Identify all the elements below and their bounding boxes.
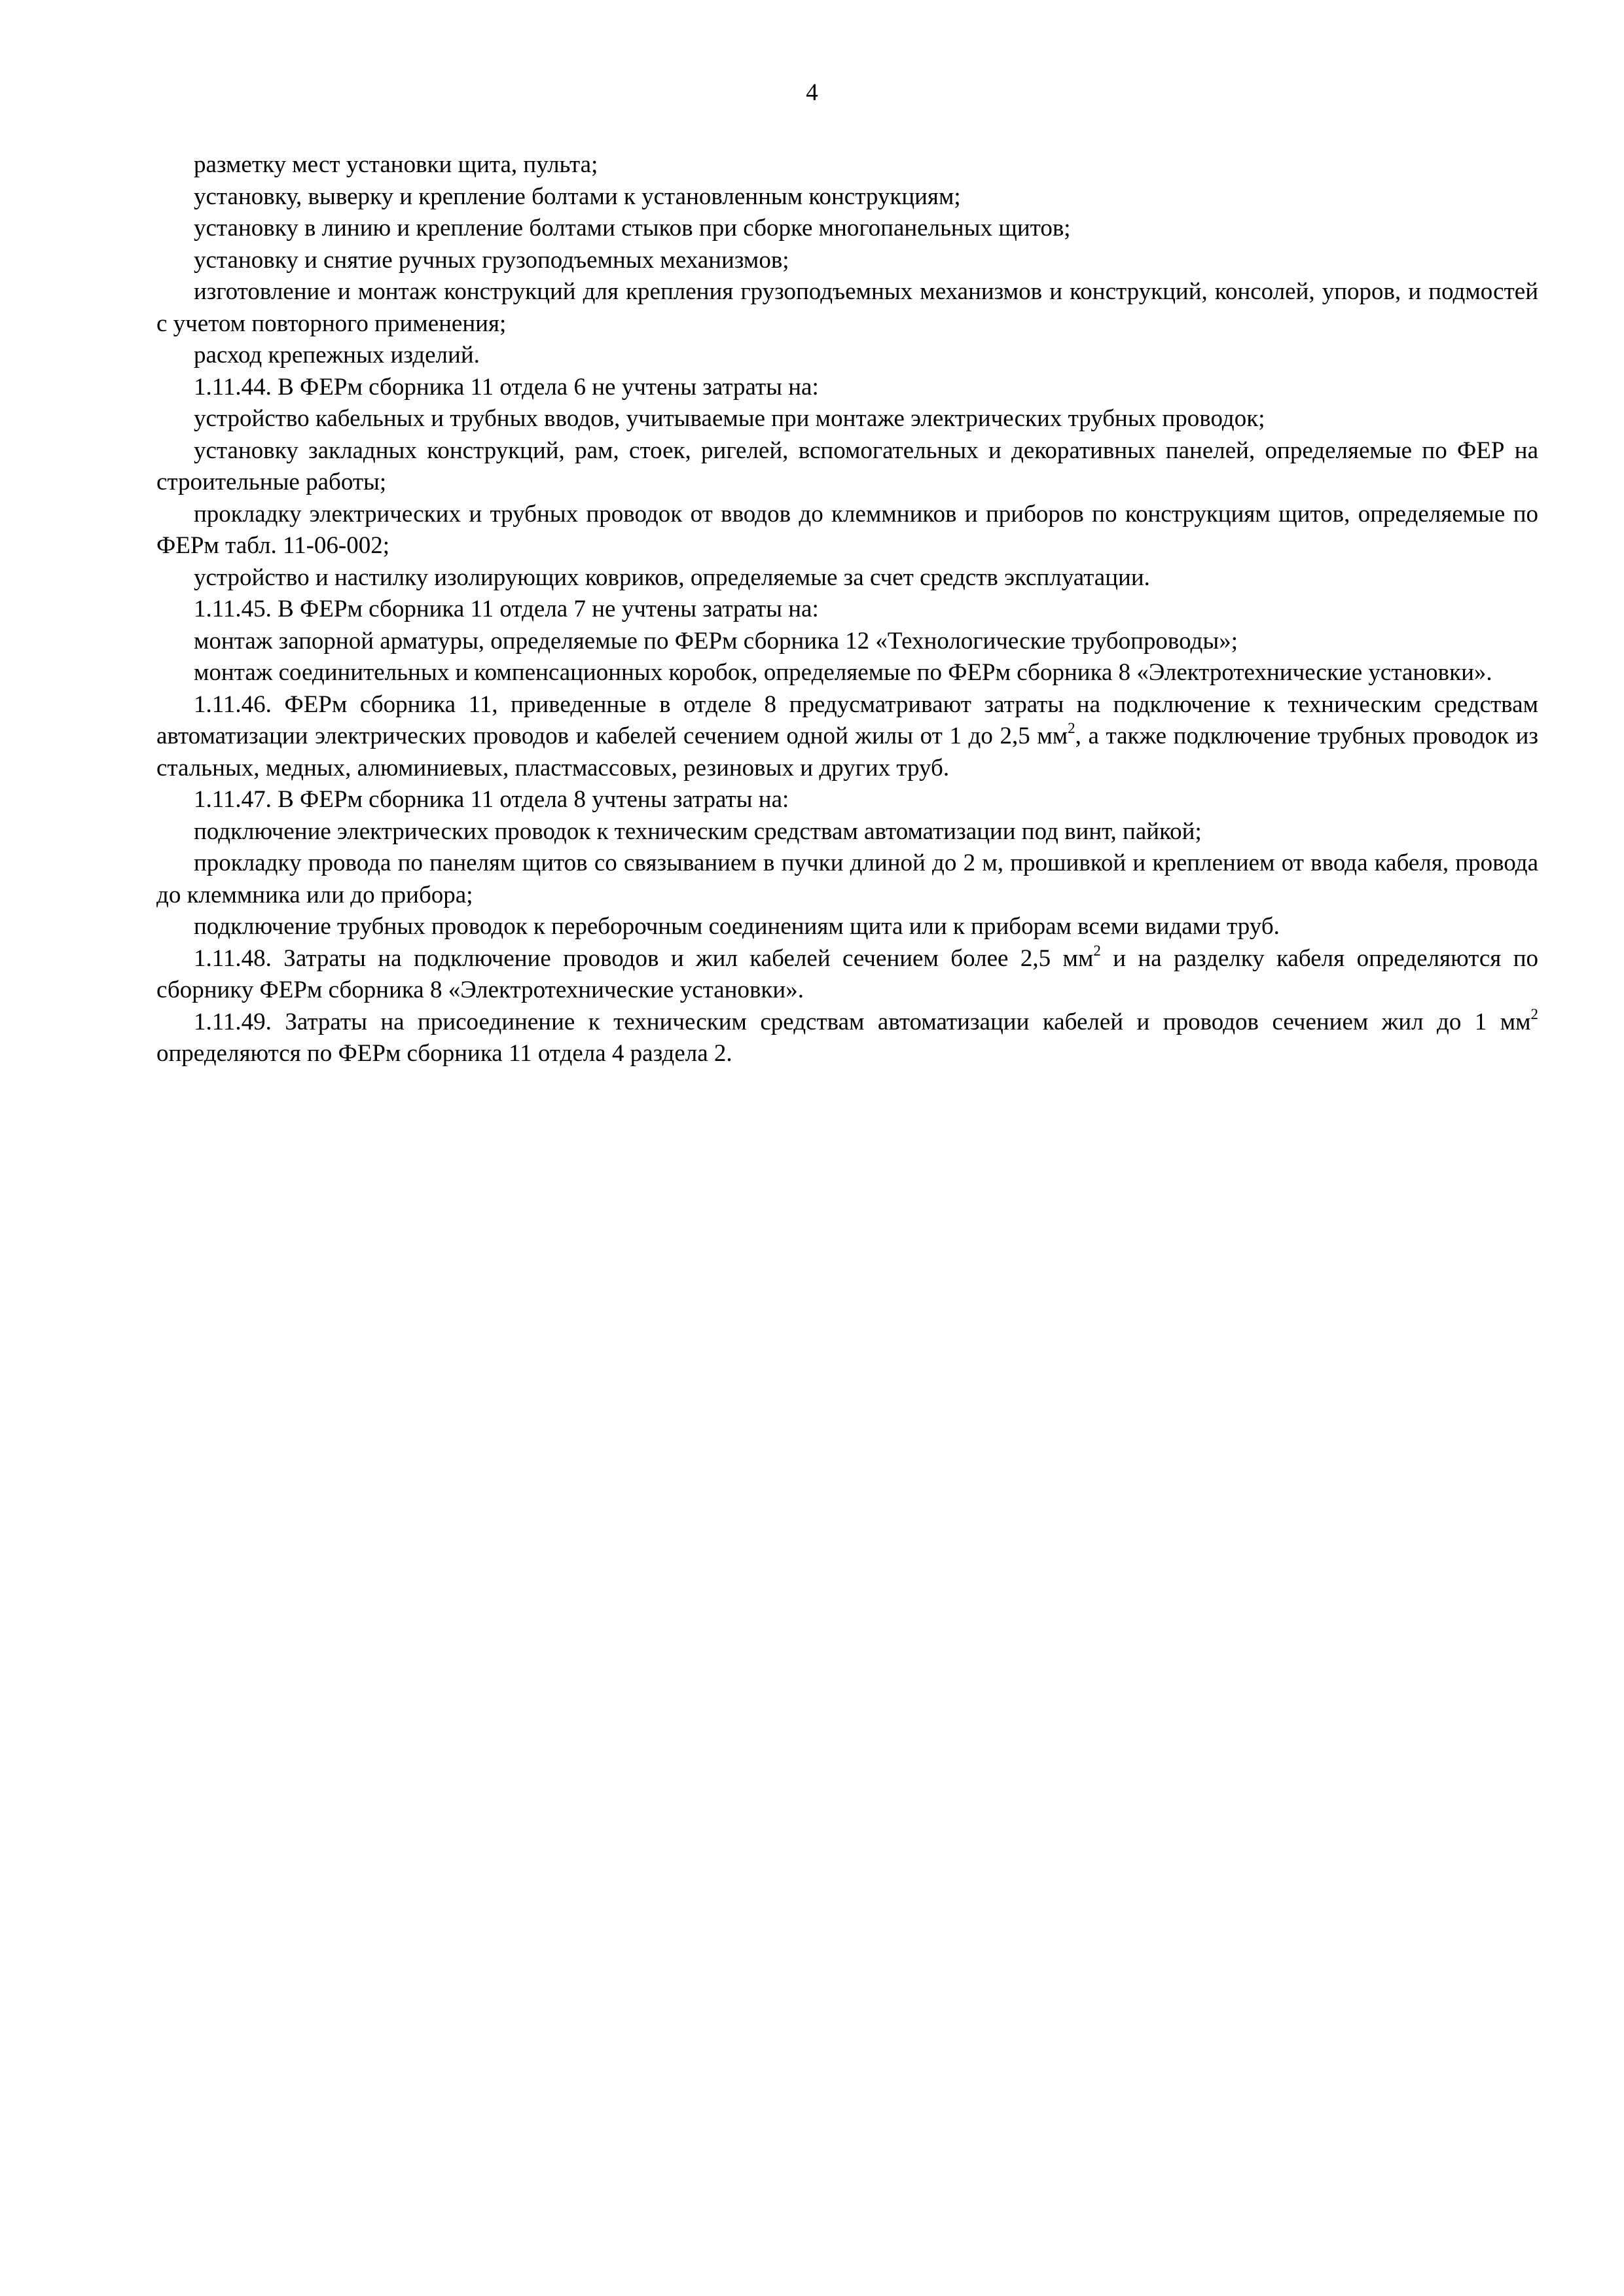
paragraph: расход крепежных изделий. (194, 342, 480, 368)
paragraph: разметку мест установки щита, пульта; (194, 151, 598, 178)
paragraph: прокладку провода по панелям щитов со связыванием в пучки длиной до 2 м, прошивкой и креплением от ввода кабеля, провода до клеммника или до прибора; (156, 850, 1538, 908)
superscript: 2 (1530, 1005, 1538, 1022)
section-heading-1-11-44: 1.11.44. В ФЕРм сборника 11 отдела 6 не учтены затраты на: (194, 373, 819, 401)
superscript: 2 (1068, 720, 1075, 737)
section-1-11-48: 1.11.48. Затраты на подключение проводов и жил кабелей сечением более 2,5 $мм^2$ и на разделку кабеля определяются по сборнику ФЕРм сборника 8 «Электротехнические установки». (156, 942, 1538, 1003)
section-1-11-49: 1.11.49. Затраты на присоединение к техническим средствам автоматизации кабелей и проводов сечением жил до 1 $мм^2$ определяются по ФЕРм сборника 11 отдела 4 раздела 2. (156, 1005, 1538, 1067)
paragraph: установку закладных конструкций, рам, стоек, ригелей, вспомогательных и декоративных панелей, определяемые по ФЕР на строительные работы; (156, 437, 1538, 495)
paragraph: установку и снятие ручных грузоподъемных механизмов; (194, 246, 789, 274)
document-body (156, 149, 1538, 1070)
paragraph: устройство кабельных и трубных вводов, учитываемые при монтаже электрических трубных проводок; (194, 405, 1265, 432)
paragraph: установку в линию и крепление болтами стыков при сборке многопанельных щитов; (194, 215, 1071, 242)
paragraph: подключение трубных проводок к переборочным соединениям щита или к приборам всеми видами труб. (194, 913, 1280, 940)
paragraph: монтаж соединительных и компенсационных коробок, определяемые по ФЕРм сборника 8 «Электротехнические установки». (194, 659, 1492, 686)
paragraph: подключение электрических проводок к техническим средствам автоматизации под винт, пайкой; (194, 817, 1202, 845)
section-heading-1-11-47: 1.11.47. В ФЕРм сборника 11 отдела 8 учтены затраты на: (194, 786, 789, 813)
superscript: 2 (1093, 942, 1101, 959)
paragraph: изготовление и монтаж конструкций для крепления грузоподъемных механизмов и конструкций, консолей, упоров, и подмостей с учетом повторного применения; (156, 278, 1538, 337)
section-heading-1-11-45: 1.11.45. В ФЕРм сборника 11 отдела 7 не учтены затраты на: (194, 596, 819, 622)
page-number: 4 (806, 79, 818, 106)
paragraph: прокладку электрических и трубных проводок от вводов до клеммников и приборов по конструкциям щитов, определяемые по ФЕРм табл. 11-06-002; (156, 500, 1538, 559)
paragraph: устройство и настилку изолирующих ковриков, определяемые за счет средств эксплуатации. (194, 564, 1150, 591)
paragraph: установку, выверку и крепление болтами к установленным конструкциям; (194, 183, 961, 210)
section-1-11-46: 1.11.46. ФЕРм сборника 11, приведенные в отделе 8 предусматривают затраты на подключение к техническим средствам автоматизации электрических проводов и кабелей сечением одной жилы от 1 до 2,5 $мм^2$, а также подключение трубных проводок из стальных, медных, алюминиевых, пластмассовых, резиновых и других труб. (156, 691, 1538, 781)
paragraph: монтаж запорной арматуры, определяемые по ФЕРм сборника 12 «Технологические трубопроводы»; (194, 627, 1238, 655)
